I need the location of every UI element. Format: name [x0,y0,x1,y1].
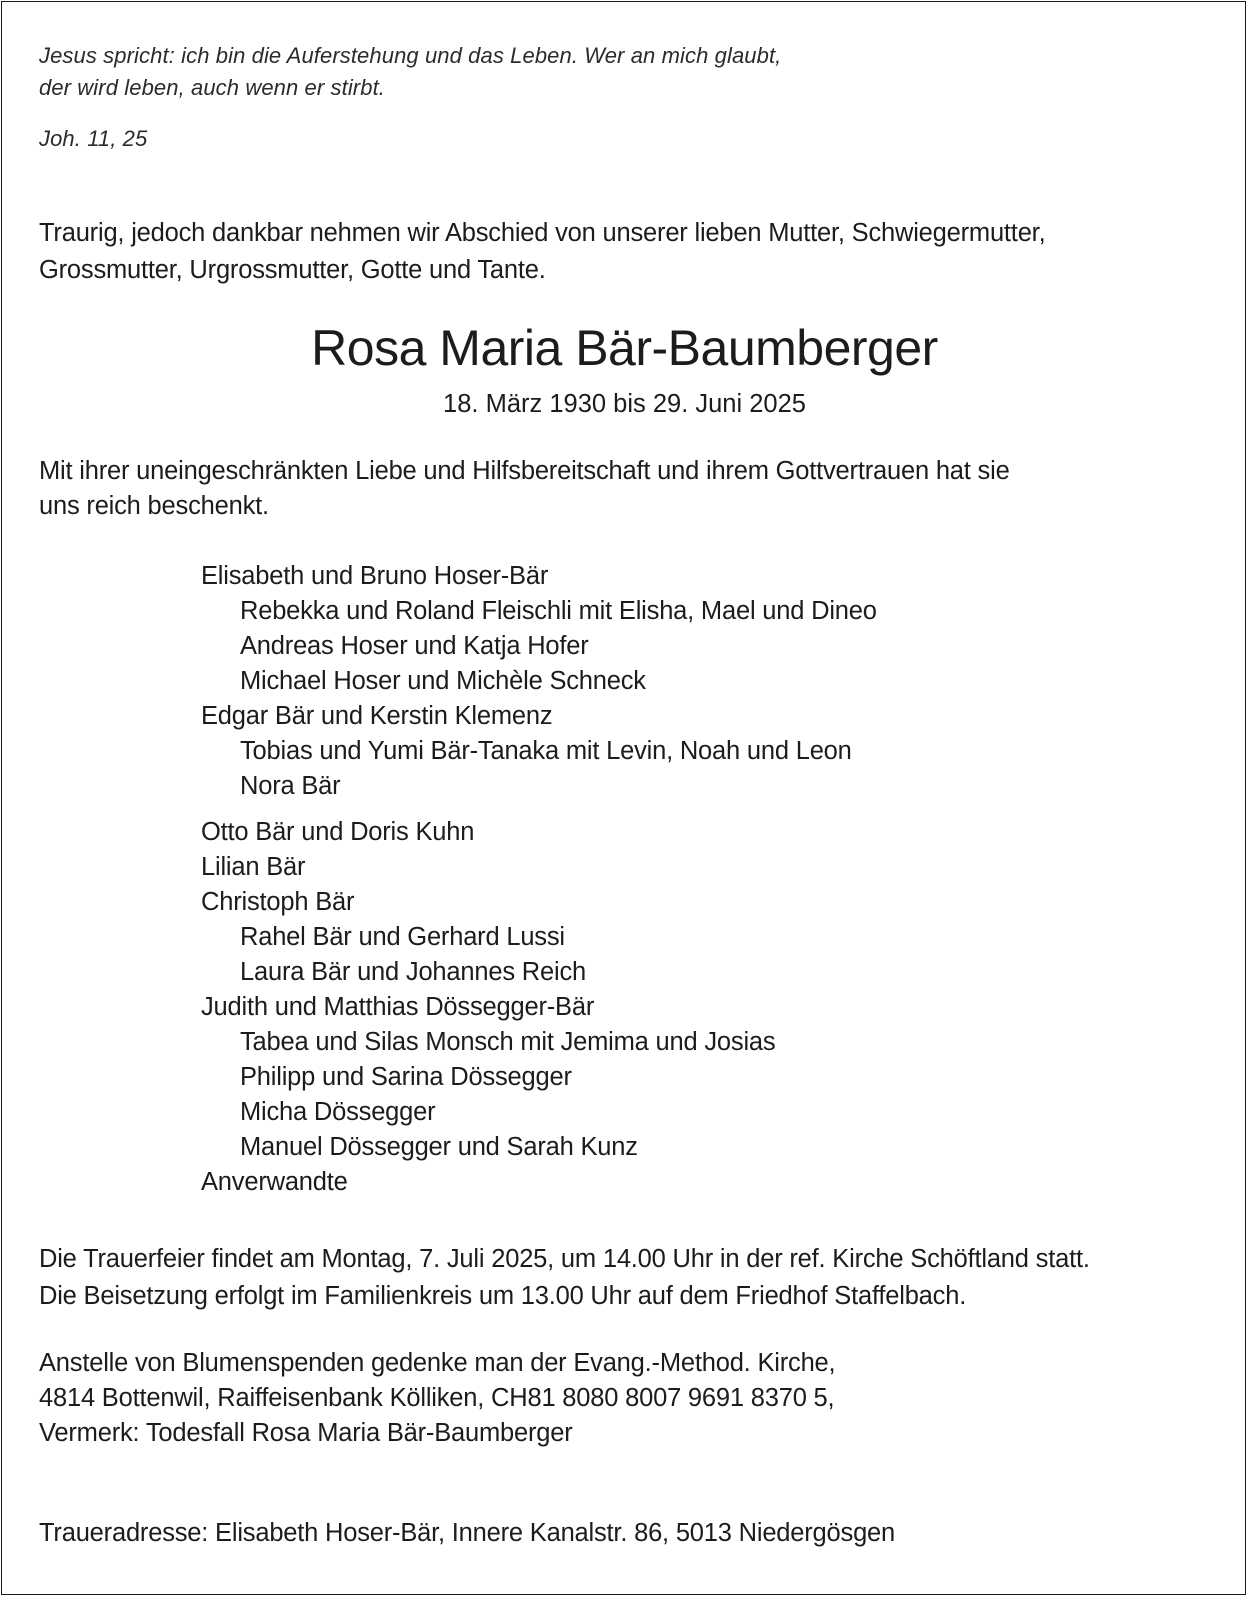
family-member: Christoph Bär [201,888,355,916]
service-line-1: Die Trauerfeier findet am Montag, 7. Juli 2025, um 14.00 Uhr in der ref. Kirche Schöftland statt. [39,1245,1090,1273]
family-member: Andreas Hoser und Katja Hofer [240,632,589,660]
family-member: Rebekka und Roland Fleischli mit Elisha, Mael und Dineo [240,597,877,625]
family-member: Philipp und Sarina Dössegger [240,1063,572,1091]
motto-line-2: der wird leben, auch wenn er stirbt. [39,75,385,100]
family-member: Tabea und Silas Monsch mit Jemima und Josias [240,1028,776,1056]
family-member: Manuel Dössegger und Sarah Kunz [240,1133,638,1161]
family-member: Lilian Bär [201,853,306,881]
family-member: Anverwandte [201,1168,348,1196]
donation-line-3: Vermerk: Todesfall Rosa Maria Bär-Baumberger [39,1419,573,1447]
family-member: Judith und Matthias Dössegger-Bär [201,993,595,1021]
life-dates: 18. März 1930 bis 29. Juni 2025 [443,390,806,418]
family-member: Edgar Bär und Kerstin Klemenz [201,702,553,730]
intro-line-2: Grossmutter, Urgrossmutter, Gotte und Tante. [39,256,546,284]
donation-line-1: Anstelle von Blumenspenden gedenke man der Evang.-Method. Kirche, [39,1349,836,1377]
donation-line-2: 4814 Bottenwil, Raiffeisenbank Kölliken, CH81 8080 8007 9691 8370 5, [39,1384,835,1412]
deceased-name: Rosa Maria Bär-Baumberger [311,320,938,376]
family-member: Michael Hoser und Michèle Schneck [240,667,646,695]
intro-line-1: Traurig, jedoch dankbar nehmen wir Abschied von unserer lieben Mutter, Schwiegermutter, [39,219,1046,247]
tribute-line-2: uns reich beschenkt. [39,492,269,520]
family-member: Tobias und Yumi Bär-Tanaka mit Levin, Noah und Leon [240,737,852,765]
motto-reference: Joh. 11, 25 [39,126,148,151]
motto-line-1: Jesus spricht: ich bin die Auferstehung und das Leben. Wer an mich glaubt, [39,43,782,68]
family-member: Rahel Bär und Gerhard Lussi [240,923,565,951]
service-line-2: Die Beisetzung erfolgt im Familienkreis um 13.00 Uhr auf dem Friedhof Staffelbach. [39,1282,967,1310]
family-member: Elisabeth und Bruno Hoser-Bär [201,562,549,590]
family-member: Nora Bär [240,772,341,800]
mourning-address: Traueradresse: Elisabeth Hoser-Bär, Innere Kanalstr. 86, 5013 Niedergösgen [39,1519,896,1547]
family-member: Otto Bär und Doris Kuhn [201,818,475,846]
tribute-line-1: Mit ihrer uneingeschränkten Liebe und Hilfsbereitschaft und ihrem Gottvertrauen hat sie [39,457,1010,485]
family-member: Laura Bär und Johannes Reich [240,958,586,986]
family-member: Micha Dössegger [240,1098,436,1126]
